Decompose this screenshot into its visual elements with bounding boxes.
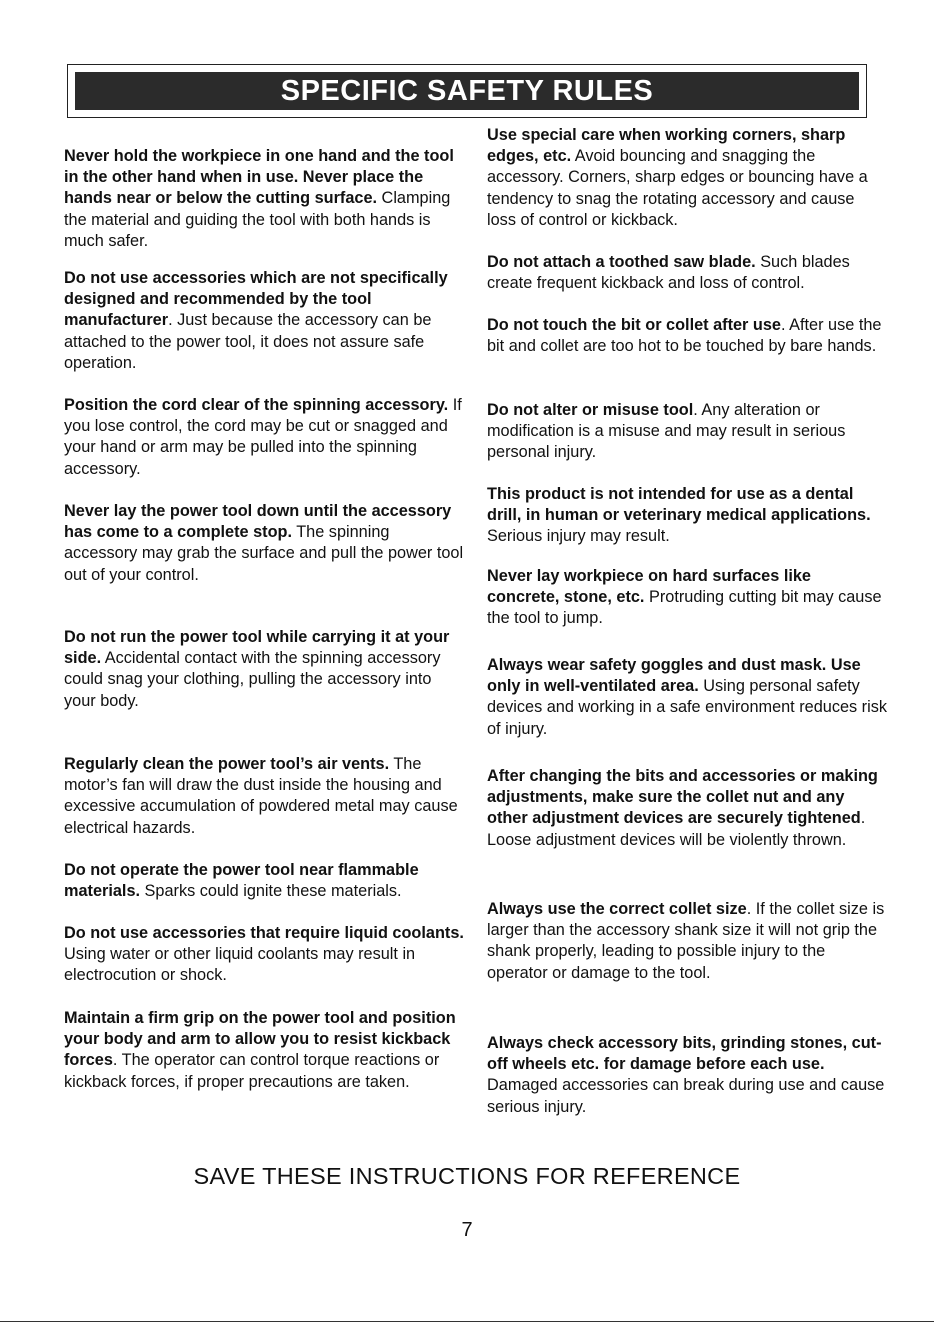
rule-heading: Position the cord clear of the spinning accessory. (64, 396, 449, 414)
safety-rule (64, 627, 464, 712)
page-number: 7 (461, 1219, 473, 1241)
rule-heading: Do not attach a toothed saw blade. (487, 253, 756, 271)
rule-text: Damaged accessories can break during use and cause serious injury. (487, 1076, 885, 1116)
safety-rule (487, 566, 887, 630)
rule-heading: Never lay the power tool down until the accessory has come to a complete stop. (64, 502, 452, 542)
rule-heading: Regularly clean the power tool’s air vents. (64, 755, 390, 773)
footer-note: SAVE THESE INSTRUCTIONS FOR REFERENCE (193, 1163, 741, 1189)
safety-rule (64, 1008, 464, 1093)
rule-text: If you lose control, the cord may be cut or snagged and your hand or arm may be pulled into the spinning accessory. (64, 396, 462, 478)
safety-rule (487, 315, 887, 357)
safety-rule (487, 766, 887, 851)
safety-rule (64, 501, 464, 586)
title-bar (75, 72, 859, 110)
rule-heading: Do not use accessories that require liquid coolants. (64, 924, 464, 942)
rule-text: . Just because the accessory can be attached to the power tool, it does not assure safe operation. (64, 311, 432, 372)
rule-heading: Always wear safety goggles and dust mask. Use only in well-ventilated area. (487, 656, 861, 696)
rule-text: Using personal safety devices and working in a safe environment reduces risk of injury. (487, 677, 887, 738)
rule-heading: Maintain a firm grip on the power tool and position your body and arm to allow you to resist kickback forces (64, 1009, 456, 1070)
safety-rule (487, 252, 887, 294)
bottom-divider (0, 1321, 934, 1322)
rule-heading: Use special care when working corners, sharp edges, etc. (487, 126, 846, 166)
safety-rule (64, 268, 464, 374)
rule-heading: Do not run the power tool while carrying it at your side. (64, 628, 450, 668)
rule-text: Such blades create frequent kickback and loss of control. (487, 253, 850, 293)
safety-rule (64, 395, 464, 480)
rule-text: Sparks could ignite these materials. (140, 882, 402, 901)
rule-text: Using water or other liquid coolants may result in electrocution or shock. (64, 945, 416, 985)
safety-rule (64, 146, 464, 252)
safety-rule (487, 1033, 887, 1118)
page-title: SPECIFIC SAFETY RULES (280, 74, 654, 107)
rule-text: . After use the bit and collet are too hot to be touched by bare hands. (487, 316, 882, 356)
rule-heading: This product is not intended for use as a dental drill, in human or veterinary medical applications. (487, 485, 871, 525)
rule-text: . Any alteration or modification is a misuse and may result in serious personal injury. (487, 401, 846, 462)
rule-heading: Do not alter or misuse tool (487, 401, 694, 419)
safety-rule (64, 860, 464, 902)
rule-heading: Do not use accessories which are not specifically designed and recommended by the tool manufacturer (64, 269, 448, 330)
safety-rule (487, 899, 887, 984)
rule-text: The motor’s fan will draw the dust inside the housing and excessive accumulation of powdered metal may cause electrical hazards. (64, 755, 458, 837)
rule-text: Serious injury may result. (487, 527, 670, 546)
rule-text: Clamping the material and guiding the tool with both hands is much safer. (64, 189, 451, 250)
safety-rule (64, 923, 464, 987)
rule-text: . The operator can control torque reactions or kickback forces, if proper precautions are taken. (64, 1051, 440, 1091)
safety-rule (487, 125, 887, 231)
rule-text: Avoid bouncing and snagging the accessory. Corners, sharp edges or bouncing have a tendency to snag the rotating accessory and cause loss of control or kickback. (487, 147, 868, 229)
safety-rule (64, 754, 464, 839)
rule-text: Accidental contact with the spinning accessory could snag your clothing, pulling the accessory into your body. (64, 649, 441, 710)
safety-rule (487, 655, 887, 740)
safety-rule (487, 400, 887, 464)
rule-heading: Never lay workpiece on hard surfaces like concrete, stone, etc. (487, 567, 811, 607)
rule-text: . If the collet size is larger than the accessory shank size it will not grip the shank properly, leading to possible injury to the operator or damage to the tool. (487, 900, 885, 982)
rule-heading: Do not operate the power tool near flammable materials. (64, 861, 419, 901)
rule-text: Protruding cutting bit may cause the tool to jump. (487, 588, 882, 628)
title-frame (67, 64, 867, 118)
rule-heading: After changing the bits and accessories or making adjustments, make sure the collet nut and any other adjustment devices are securely tightened (487, 767, 878, 828)
rule-heading: Never hold the workpiece in one hand and the tool in the other hand when in use. Never place the hands near or below the cutting surface. (64, 147, 454, 208)
safety-rule (487, 484, 887, 548)
rule-heading: Always check accessory bits, grinding stones, cut-off wheels etc. for damage before each use. (487, 1034, 882, 1074)
rule-text: . Loose adjustment devices will be violently thrown. (487, 809, 866, 849)
rule-heading: Always use the correct collet size (487, 900, 747, 918)
rule-heading: Do not touch the bit or collet after use (487, 316, 781, 334)
rule-text: The spinning accessory may grab the surface and pull the power tool out of your control. (64, 523, 464, 584)
